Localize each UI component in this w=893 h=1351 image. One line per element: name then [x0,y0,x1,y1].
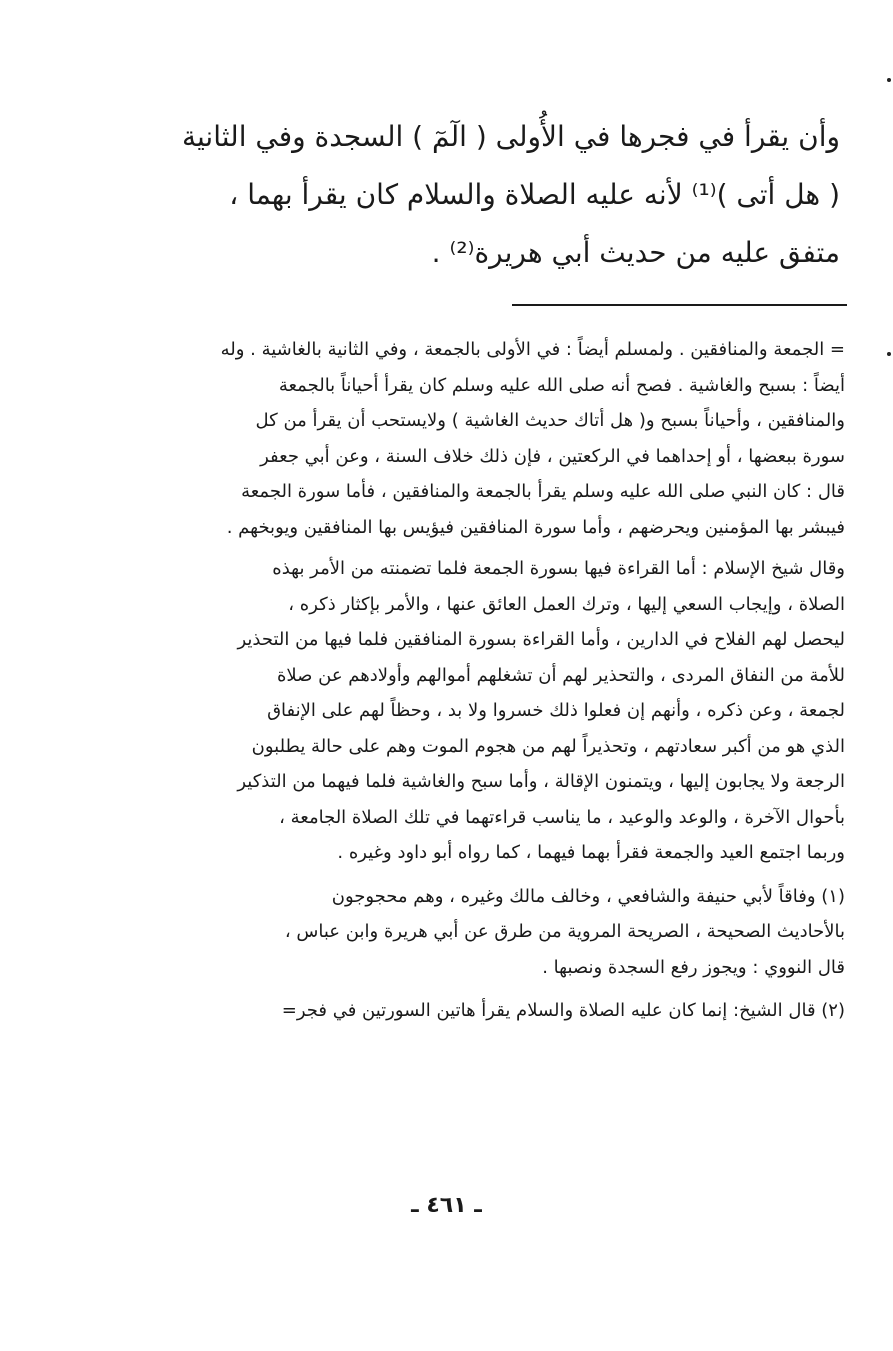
margin-speck [887,78,891,82]
note-line: الرجعة ولا يجابون إليها ، ويتمنون الإقالة ، وأما سبح والغاشية فلما فيهما من التذكير [237,771,845,792]
note-line: ليحصل لهم الفلاح في الدارين ، وأما القراءة بسورة المنافقين فلما فيها من التحذير [237,629,845,650]
footnotes [115,332,845,1029]
footnote-continuation [115,332,845,545]
main-text [105,108,840,282]
note-line: وربما اجتمع العيد والجمعة فقرأ بهما فيهما ، كما رواه أبو داود وغيره . [337,842,845,863]
note-line: الذي هو من أكبر سعادتهم ، وتحذيراً لهم من هجوم الموت وهم على حالة يطلبون [251,735,845,757]
main-text-line: متفق عليه من حديث أبي هريرة⁽²⁾ . [431,236,840,269]
note-line: قال : كان النبي صلى الله عليه وسلم يقرأ بالجمعة والمنافقين ، فأما سورة الجمعة [241,481,845,502]
footnote-2 [115,993,845,1029]
footnote-1 [115,879,845,986]
note-line: وقال شيخ الإسلام : أما القراءة فيها بسورة الجمعة فلما تضمنته من الأمر بهذه [272,558,845,579]
note-line: (١) وفاقاً لأبي حنيفة والشافعي ، وخالف مالك وغيره ، وهم محجوجون [331,885,845,907]
note-line: قال النووي : ويجوز رفع السجدة ونصبها . [542,956,845,978]
note-line: لجمعة ، وعن ذكره ، وأنهم إن فعلوا ذلك خسروا ولا بد ، وحظاً لهم على الإنفاق [267,700,845,721]
note-line: (٢) قال الشيخ: إنما كان عليه الصلاة والسلام يقرأ هاتين السورتين في فجر= [281,1000,845,1021]
main-text-line: ( هل أتى )⁽¹⁾ لأنه عليه الصلاة والسلام كان يقرأ بهما ، [229,178,840,211]
note-line: فيبشر بها المؤمنين ويحرضهم ، وأما سورة المنافقين فيؤيس بها المنافقين ويوبخهم . [226,516,845,538]
footnote-separator [512,304,847,306]
note-line: سورة ببعضها ، أو إحداهما في الركعتين ، فإن ذلك خلاف السنة ، وعن أبي جعفر [260,445,845,467]
shaykh-paragraph [115,551,845,871]
note-line: الصلاة ، وإيجاب السعي إليها ، وترك العمل العائق عنها ، والأمر بإكثار ذكره ، [288,593,845,615]
page-number: ـ ٤٦١ ـ [411,1193,482,1218]
note-line: والمنافقين ، وأحياناً بسبح و( هل أتاك حديث الغاشية ) ولايستحب أن يقرأ من كل [255,410,845,431]
note-line: للأمة من النفاق المردى ، والتحذير لهم أن تشغلهم أموالهم وأولادهم عن صلاة [276,664,845,686]
note-line: أيضاً : بسبح والغاشية . فصح أنه صلى الله عليه وسلم كان يقرأ أحياناً بالجمعة [278,374,845,396]
note-line: بأحوال الآخرة ، والوعد والوعيد ، ما يناسب قراءتهما في تلك الصلاة الجامعة ، [279,806,845,828]
note-line: بالأحاديث الصحيحة ، الصريحة المروية من طرق عن أبي هريرة وابن عباس ، [284,921,845,942]
main-text-line: وأن يقرأ في فجرها في الأُولى ( الٓمٓ ) السجدة وفي الثانية [181,120,840,153]
note-line: = الجمعة والمنافقين . ولمسلم أيضاً : في الأولى بالجمعة ، وفي الثانية بالغاشية . وله [220,339,845,360]
margin-speck [887,352,891,356]
